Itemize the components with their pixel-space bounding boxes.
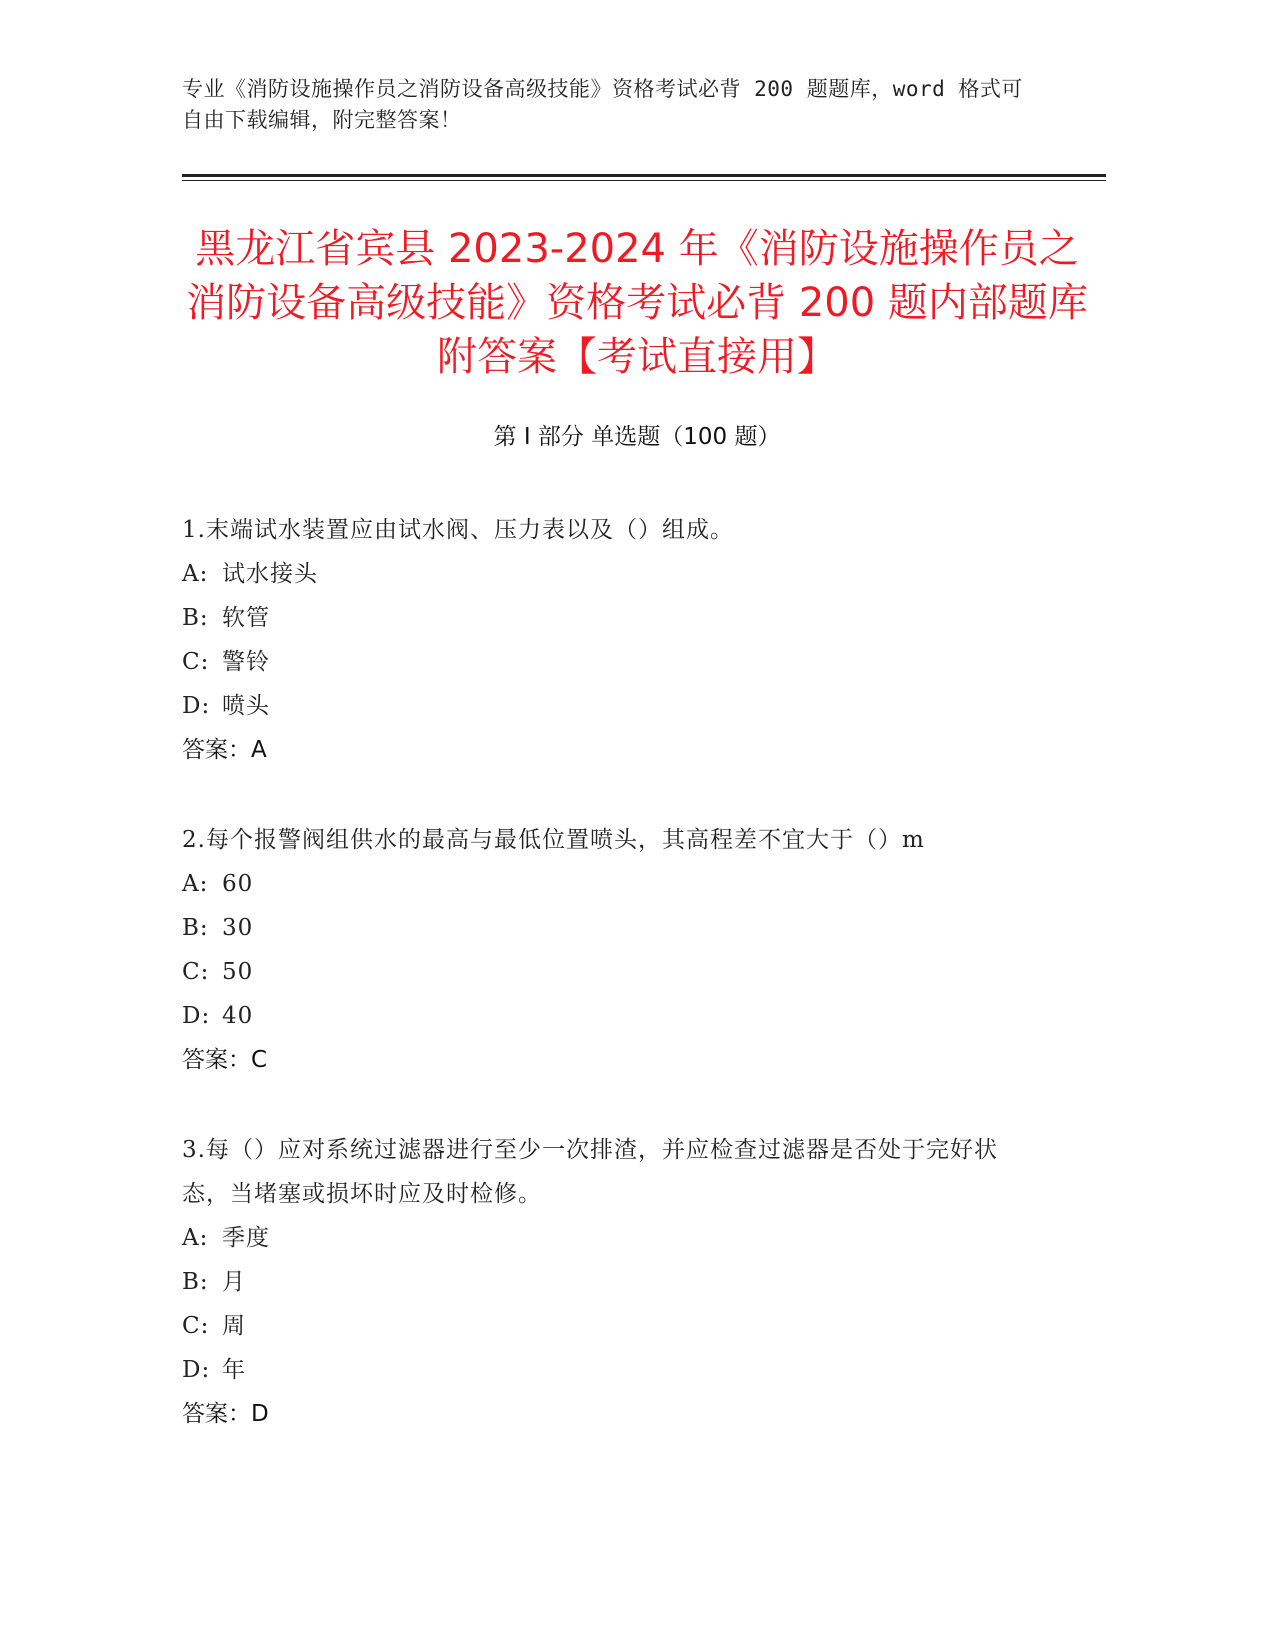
option-text: 40	[222, 1003, 254, 1029]
option-c	[182, 640, 1042, 684]
option-text: 月	[222, 1269, 246, 1295]
divider-thin-line	[182, 180, 1106, 181]
option-text: 喷头	[222, 693, 270, 719]
option-b	[182, 906, 1042, 950]
answer-line: 答案：D	[182, 1401, 269, 1427]
option-text: 年	[222, 1357, 246, 1383]
option-text: 周	[222, 1313, 246, 1339]
option-key: A:	[182, 871, 209, 897]
question-2	[182, 818, 1042, 1082]
option-key: C:	[182, 649, 210, 675]
question-1	[182, 508, 1042, 772]
option-c	[182, 1304, 1042, 1348]
divider-thick-line	[182, 174, 1106, 177]
option-text: 软管	[222, 605, 270, 631]
header-divider	[182, 174, 1106, 181]
option-key: B:	[182, 605, 209, 631]
answer-line: 答案：C	[182, 1047, 268, 1073]
question-stem: 1.末端试水装置应由试水阀、压力表以及（）组成。	[182, 517, 734, 543]
answer-line: 答案：A	[182, 737, 267, 763]
option-key: A:	[182, 561, 209, 587]
question-stem: 3.每（）应对系统过滤器进行至少一次排渣，并应检查过滤器是否处于完好状态，当堵塞或损坏时应及时检修。	[182, 1137, 998, 1207]
question-3	[182, 1128, 1042, 1436]
option-key: D:	[182, 1003, 211, 1029]
option-text: 60	[222, 871, 254, 897]
option-key: B:	[182, 1269, 209, 1295]
section-title: 第 I 部分 单选题（100 题）	[493, 424, 781, 450]
option-b	[182, 1260, 1042, 1304]
option-key: B:	[182, 915, 209, 941]
option-key: C:	[182, 959, 210, 985]
option-a	[182, 862, 1042, 906]
document-title: 黑龙江省宾县 2023-2024 年《消防设施操作员之消防设备高级技能》资格考试必背 200 题内部题库附答案【考试直接用】	[186, 226, 1088, 380]
option-text: 季度	[222, 1225, 270, 1251]
option-d	[182, 684, 1042, 728]
option-key: D:	[182, 1357, 211, 1383]
question-list	[182, 508, 1042, 1482]
option-text: 试水接头	[222, 561, 318, 587]
option-d	[182, 1348, 1042, 1392]
option-text: 30	[222, 915, 254, 941]
option-text: 50	[222, 959, 254, 985]
option-b	[182, 596, 1042, 640]
option-key: C:	[182, 1313, 210, 1339]
question-stem: 2.每个报警阀组供水的最高与最低位置喷头，其高程差不宜大于（）m	[182, 827, 925, 853]
option-text: 警铃	[222, 649, 270, 675]
option-key: A:	[182, 1225, 209, 1251]
option-c	[182, 950, 1042, 994]
header-note: 专业《消防设施操作员之消防设备高级技能》资格考试必背 200 题题库，word 格式可自由下载编辑，附完整答案！	[182, 77, 1023, 132]
option-a	[182, 552, 1042, 596]
option-d	[182, 994, 1042, 1038]
option-a	[182, 1216, 1042, 1260]
option-key: D:	[182, 693, 211, 719]
